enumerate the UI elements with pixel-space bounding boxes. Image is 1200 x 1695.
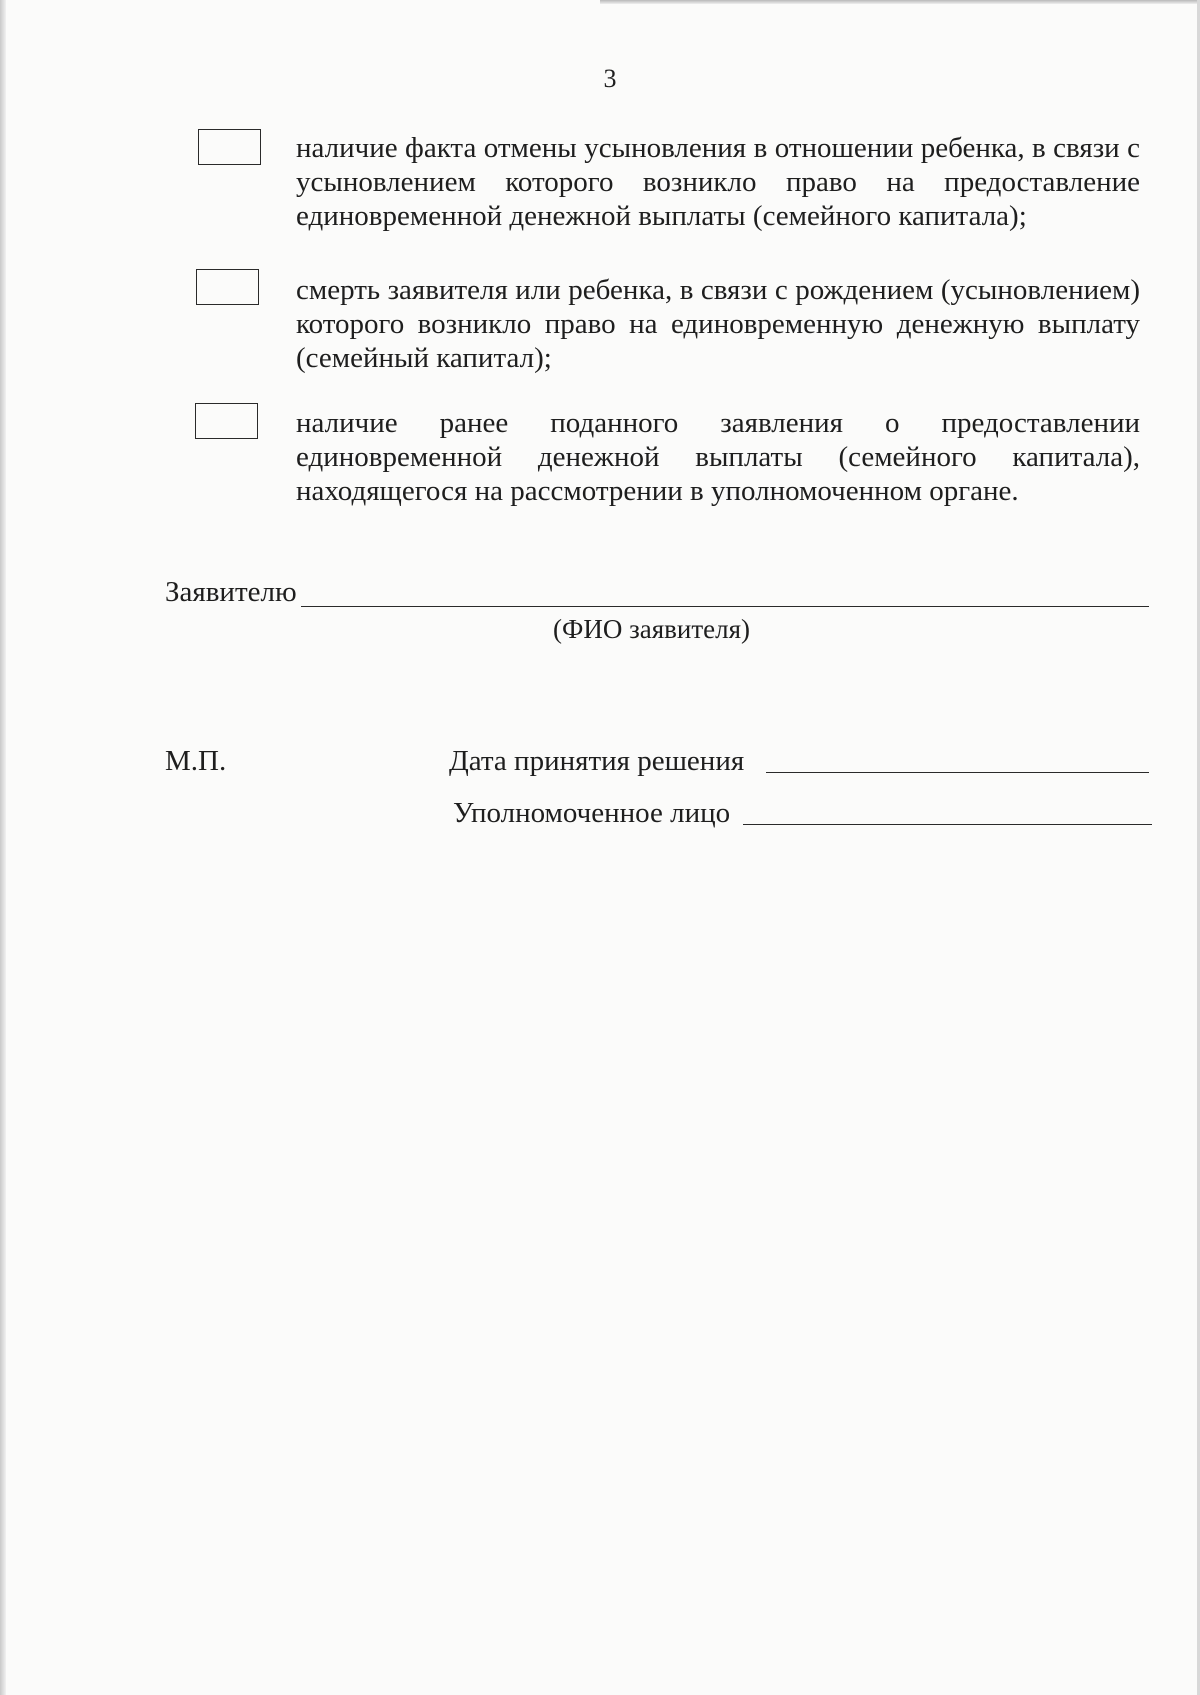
authorized-person-label: Уполномоченное лицо bbox=[453, 797, 731, 829]
decision-date-label: Дата принятия решения bbox=[449, 745, 745, 777]
scan-edge-top bbox=[600, 0, 1200, 4]
applicant-name-caption: (ФИО заявителя) bbox=[553, 614, 751, 644]
authorized-person-field[interactable] bbox=[743, 824, 1152, 825]
decision-date-field[interactable] bbox=[766, 772, 1149, 773]
option-text-pending-application bbox=[296, 406, 1140, 508]
option-line: усыновлением которого возникло право на предоставление bbox=[296, 166, 1140, 198]
page-number: 3 bbox=[603, 64, 617, 93]
option-line: наличие факта отмены усыновления в отношении ребенка, в связи с bbox=[296, 132, 1140, 164]
applicant-label: Заявителю bbox=[165, 576, 297, 608]
option-text-adoption-cancelled bbox=[296, 131, 1140, 233]
scan-edge-left bbox=[0, 0, 6, 1695]
option-line: наличие ранее поданного заявления о предоставлении bbox=[296, 407, 1140, 439]
option-checkbox-pending-application[interactable] bbox=[195, 403, 258, 439]
option-line: которого возникло право на единовременную денежную выплату bbox=[296, 308, 1140, 340]
option-line: единовременной денежной выплаты (семейного капитала); bbox=[296, 200, 1027, 232]
option-line: единовременной денежной выплаты (семейного капитала), bbox=[296, 441, 1140, 473]
option-line: смерть заявителя или ребенка, в связи с рождением (усыновлением) bbox=[296, 274, 1140, 306]
stamp-label: М.П. bbox=[165, 745, 227, 777]
option-line: (семейный капитал); bbox=[296, 342, 552, 374]
option-text-death bbox=[296, 273, 1140, 375]
option-checkbox-adoption-cancelled[interactable] bbox=[198, 129, 261, 165]
option-checkbox-death[interactable] bbox=[196, 269, 259, 305]
option-line: находящегося на рассмотрении в уполномоченном органе. bbox=[296, 475, 1019, 507]
applicant-name-field[interactable] bbox=[301, 606, 1149, 607]
